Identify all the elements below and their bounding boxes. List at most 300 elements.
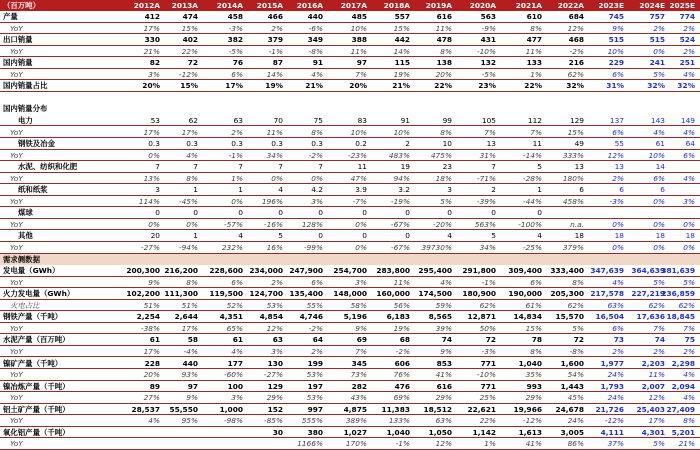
value-cell-2016A: 555% xyxy=(301,416,323,426)
value-cell-2020A: 291,800 xyxy=(462,266,496,276)
value-cell-2025E: 4% xyxy=(683,393,695,403)
value-cell-2019A: 59% xyxy=(435,300,452,310)
value-cell-2020A: -71% xyxy=(476,173,496,183)
value-cell-2014A: -98% xyxy=(223,416,243,426)
value-cell-2021A: 1,040 xyxy=(518,358,542,368)
value-cell-2019A: 99 xyxy=(442,115,452,125)
value-cell-2022A: 18 xyxy=(574,231,584,241)
value-cell-2020A: -10% xyxy=(476,370,496,380)
value-cell-2020A: 1% xyxy=(484,439,496,449)
yoy-row xyxy=(0,23,700,35)
value-cell-2015A: 16% xyxy=(266,243,283,252)
value-cell-2021A: 19,966 xyxy=(513,404,542,414)
value-cell-2022A: 62% xyxy=(567,300,584,310)
value-cell-2019A: 22% xyxy=(434,81,452,91)
value-cell-2024E: 2,007 xyxy=(641,381,665,391)
value-cell-2016A: 3% xyxy=(311,196,323,206)
row-label: 产量 xyxy=(3,12,18,21)
value-cell-2023E xyxy=(586,103,624,115)
value-cell-2023E xyxy=(586,207,624,219)
value-cell-2024E: 17% xyxy=(648,416,665,426)
value-cell-2013A: 7 xyxy=(193,162,198,172)
value-cell-2021A: 7% xyxy=(530,127,542,137)
value-cell-2017A: 43% xyxy=(350,393,367,403)
value-cell-2017A: 148,000 xyxy=(333,289,367,299)
row-label: YoY xyxy=(10,277,23,287)
value-cell-2021A: 477 xyxy=(526,35,542,45)
value-cell-2013A: -4% xyxy=(183,346,198,356)
header-year-2025E: 2025E xyxy=(669,1,695,10)
value-cell-2021A: 29% xyxy=(525,393,542,403)
value-cell-2021A: 112 xyxy=(527,115,542,125)
value-cell-2013A: 17% xyxy=(181,127,198,137)
value-cell-2017A xyxy=(329,92,367,104)
value-cell-2021A: -44% xyxy=(522,196,542,206)
value-cell-2019A: 23 xyxy=(442,162,452,172)
value-cell-2018A: 3.2 xyxy=(398,185,410,195)
value-cell-2022A: 468 xyxy=(568,35,584,45)
value-cell-2013A: 62 xyxy=(188,115,198,125)
value-cell-2024E: 2% xyxy=(653,346,665,356)
value-cell-2021A: 11 xyxy=(532,139,542,149)
value-cell-2015A: 234,000 xyxy=(249,266,283,276)
value-cell-2014A: 1,000 xyxy=(219,404,243,414)
value-cell-2023E: 4% xyxy=(612,277,624,287)
value-cell-2013A: 95% xyxy=(181,416,198,426)
value-cell-2023E: 24% xyxy=(607,393,624,403)
value-cell-2019A: 41% xyxy=(435,370,452,380)
value-cell-2018A: 11% xyxy=(393,277,410,287)
yoy-row xyxy=(0,196,700,208)
value-cell-2020A: 62% xyxy=(479,300,496,310)
value-cell-2015A: 129 xyxy=(267,381,283,391)
value-cell-2022A xyxy=(546,103,584,115)
value-cell-2018A: 19% xyxy=(393,69,410,79)
value-cell-2025E: 18,845 xyxy=(666,312,695,322)
yoy-row xyxy=(0,173,700,185)
value-cell-2018A: 19 xyxy=(400,162,410,172)
value-cell-2016A: 55% xyxy=(306,300,323,310)
value-cell-2021A: 1% xyxy=(530,69,542,79)
value-cell-2024E: 7% xyxy=(653,323,665,333)
row-label: YoY xyxy=(10,150,23,160)
value-cell-2017A: 7% xyxy=(355,346,367,356)
value-cell-2021A: 4 xyxy=(537,231,542,241)
value-cell-2017A: 0.2 xyxy=(355,139,367,149)
value-cell-2018A: 56% xyxy=(393,300,410,310)
value-cell-2024E: 12% xyxy=(648,393,665,403)
value-cell-2020A: 0 xyxy=(491,208,496,218)
value-cell-2023E: 4,111 xyxy=(600,427,624,437)
value-cell-2025E: 4% xyxy=(683,370,695,380)
value-cell-2018A xyxy=(372,92,410,104)
value-cell-2020A: 105 xyxy=(481,115,496,125)
value-cell-2024E: 4,301 xyxy=(641,427,665,437)
value-cell-2020A: -1% xyxy=(481,277,496,287)
value-cell-2016A: 0% xyxy=(311,173,323,183)
value-cell-2018A: -67% xyxy=(390,243,410,252)
row-label: YoY xyxy=(10,69,23,79)
value-cell-2024E: 18 xyxy=(655,231,665,241)
header-year-2013A: 2013A xyxy=(171,1,198,10)
table-row xyxy=(0,427,700,439)
value-cell-2023E: 0% xyxy=(612,219,624,229)
value-cell-2018A: 283,800 xyxy=(376,266,410,276)
value-cell-2020A: 7 xyxy=(491,162,496,172)
value-cell-2020A: 132 xyxy=(480,58,496,68)
value-cell-2019A: 8,565 xyxy=(428,312,452,322)
value-cell-2019A: 616 xyxy=(436,381,452,391)
value-cell-2022A: 86% xyxy=(567,439,584,449)
value-cell-2020A: 23% xyxy=(478,81,496,91)
value-cell-2023E: 10% xyxy=(607,46,624,56)
value-cell-2020A: -3% xyxy=(481,346,496,356)
value-cell-2017A xyxy=(329,103,367,115)
row-label: YoY xyxy=(10,173,23,183)
value-cell-2014A: 232% xyxy=(221,243,243,252)
value-cell-2018A: -1% xyxy=(395,439,410,449)
value-cell-2013A: 8% xyxy=(186,173,198,183)
value-cell-2012A: 0 xyxy=(155,208,160,218)
value-cell-2012A: 330 xyxy=(144,35,160,45)
value-cell-2018A: 15% xyxy=(393,23,410,33)
value-cell-2016A: -2% xyxy=(308,150,323,160)
value-cell-2013A xyxy=(160,427,198,439)
value-cell-2025E: 7% xyxy=(683,323,695,333)
value-cell-2019A: 39% xyxy=(435,323,452,333)
value-cell-2024E: 2,203 xyxy=(641,358,665,368)
table-row xyxy=(0,230,700,242)
value-cell-2025E xyxy=(657,92,695,104)
value-cell-2023E: 37% xyxy=(607,439,624,449)
value-cell-2025E: 2,094 xyxy=(671,381,695,391)
value-cell-2015A xyxy=(245,103,283,115)
value-cell-2015A: 12% xyxy=(266,323,283,333)
value-cell-2024E: 5% xyxy=(653,69,665,79)
value-cell-2019A: 18,512 xyxy=(423,404,452,414)
value-cell-2012A xyxy=(122,438,160,450)
value-cell-2022A: 5% xyxy=(572,323,584,333)
row-label: 国内销量占比 xyxy=(3,81,48,91)
row-label: 需求侧数据 xyxy=(3,254,40,264)
value-cell-2014A xyxy=(205,427,243,439)
value-cell-2016A: 997 xyxy=(307,404,323,414)
value-cell-2022A: 12% xyxy=(567,23,584,33)
value-cell-2022A: 205,300 xyxy=(550,289,584,299)
value-cell-2019A xyxy=(414,92,452,104)
value-cell-2022A: 684 xyxy=(568,12,584,21)
value-cell-2018A: -2% xyxy=(395,346,410,356)
value-cell-2012A: 20% xyxy=(142,81,160,91)
value-cell-2015A xyxy=(245,438,283,450)
value-cell-2023E: 6% xyxy=(612,323,624,333)
value-cell-2012A: 7 xyxy=(155,162,160,172)
value-cell-2019A: 11% xyxy=(435,23,452,33)
yoy-row xyxy=(0,150,700,162)
value-cell-2014A: 76 xyxy=(232,58,243,68)
value-cell-2023E: 55 xyxy=(614,139,624,149)
value-cell-2014A xyxy=(205,438,243,450)
value-cell-2013A: 58 xyxy=(187,335,198,345)
value-cell-2024E: 10% xyxy=(648,150,665,160)
value-cell-2020A: -9% xyxy=(481,23,496,33)
value-cell-2014A: 382 xyxy=(227,35,243,45)
value-cell-2017A: 9% xyxy=(355,323,367,333)
value-cell-2025E xyxy=(657,161,695,173)
value-cell-2017A: 485 xyxy=(351,12,367,21)
header-year-2023E: 2023E xyxy=(598,1,624,10)
value-cell-2022A: 24% xyxy=(567,416,584,426)
value-cell-2023E: 21,726 xyxy=(595,404,624,414)
value-cell-2023E: 13 xyxy=(614,162,624,172)
value-cell-2022A xyxy=(546,207,584,219)
value-cell-2021A: 15% xyxy=(525,323,542,333)
value-cell-2015A: 70 xyxy=(273,115,283,125)
value-cell-2025E: 6% xyxy=(683,150,695,160)
value-cell-2012A: 61 xyxy=(149,335,160,345)
value-cell-2023E: 1,977 xyxy=(600,358,624,368)
value-cell-2013A: 4% xyxy=(186,150,198,160)
value-cell-2012A: 412 xyxy=(144,12,160,21)
value-cell-2020A: 50% xyxy=(479,323,496,333)
value-cell-2014A: 1 xyxy=(238,185,243,195)
value-cell-2016A: 349 xyxy=(307,35,323,45)
value-cell-2021A: 309,400 xyxy=(508,266,542,276)
value-cell-2015A: 14% xyxy=(266,69,283,79)
value-cell-2019A: 4 xyxy=(447,231,452,241)
row-label: 火力发电量（GWh） xyxy=(3,289,75,299)
value-cell-2016A: 440 xyxy=(307,12,323,21)
value-cell-2012A: 228 xyxy=(144,358,160,368)
header-year-2021A: 2021A xyxy=(515,1,542,10)
value-cell-2016A: 0 xyxy=(318,231,323,241)
value-cell-2012A: 20 xyxy=(150,231,160,241)
value-cell-2019A xyxy=(414,254,452,266)
value-cell-2025E: 0% xyxy=(683,243,695,252)
value-cell-2015A xyxy=(245,92,283,104)
value-cell-2013A: 17% xyxy=(181,323,198,333)
value-cell-2016A: 1166% xyxy=(297,439,323,449)
value-cell-2013A: 93% xyxy=(181,370,198,380)
value-cell-2016A: 380 xyxy=(307,427,323,437)
table-row xyxy=(0,404,700,416)
value-cell-2022A: -2% xyxy=(569,46,584,56)
value-cell-2015A: 124,700 xyxy=(249,289,283,299)
value-cell-2023E: 12% xyxy=(607,150,624,160)
value-cell-2019A: 0 xyxy=(447,208,452,218)
row-label: 镍冶炼产量（千吨） xyxy=(3,381,70,391)
value-cell-2020A: 5 xyxy=(491,231,496,241)
value-cell-2021A: 0 xyxy=(537,208,542,218)
value-cell-2013A: 55,550 xyxy=(169,404,198,414)
value-cell-2013A xyxy=(160,254,198,266)
value-cell-2021A: 993 xyxy=(526,381,542,391)
table-row xyxy=(0,358,700,370)
value-cell-2014A: 4% xyxy=(231,346,243,356)
value-cell-2017A: 170% xyxy=(345,439,367,449)
value-cell-2016A: 64 xyxy=(312,335,323,345)
value-cell-2021A: -12% xyxy=(522,416,542,426)
value-cell-2014A: 61 xyxy=(232,335,243,345)
row-label: 水泥产量（百万吨） xyxy=(3,335,70,345)
value-cell-2012A: 0.3 xyxy=(148,139,160,149)
value-cell-2021A: 133 xyxy=(526,58,542,68)
value-cell-2025E: 64 xyxy=(685,139,695,149)
value-cell-2015A: 7 xyxy=(278,162,283,172)
value-cell-2016A: 199 xyxy=(307,358,323,368)
value-cell-2025E: 774 xyxy=(679,12,695,21)
value-cell-2025E: 2% xyxy=(683,46,695,56)
value-cell-2021A xyxy=(504,254,542,266)
value-cell-2017A: 7% xyxy=(355,69,367,79)
value-cell-2019A: 20% xyxy=(435,69,452,79)
value-cell-2022A: 458% xyxy=(562,196,584,206)
value-cell-2019A: 8% xyxy=(440,127,452,137)
value-cell-2016A: 135,400 xyxy=(289,289,323,299)
value-cell-2022A: 62% xyxy=(567,69,584,79)
value-cell-2012A: -38% xyxy=(140,323,160,333)
value-cell-2020A: -39% xyxy=(476,196,496,206)
value-cell-2019A: 478 xyxy=(436,35,452,45)
value-cell-2018A: 476 xyxy=(394,381,410,391)
value-cell-2021A: 1 xyxy=(537,185,542,195)
row-label: YoY xyxy=(10,127,23,137)
value-cell-2022A: 333,400 xyxy=(550,266,584,276)
yoy-row xyxy=(0,127,700,139)
value-cell-2019A: 9% xyxy=(440,346,452,356)
value-cell-2023E: 18 xyxy=(614,231,624,241)
table-row xyxy=(0,265,700,277)
value-cell-2023E: 6 xyxy=(619,185,624,195)
value-cell-2013A: 0% xyxy=(186,219,198,229)
value-cell-2016A: -6% xyxy=(308,23,323,33)
value-cell-2017A: 389% xyxy=(345,416,367,426)
value-cell-2016A: 2% xyxy=(311,346,323,356)
value-cell-2014A: 458 xyxy=(227,12,243,21)
value-cell-2014A: 100 xyxy=(227,381,243,391)
row-label: 发电量（GWh） xyxy=(3,266,60,276)
value-cell-2014A xyxy=(205,92,243,104)
value-cell-2014A: 65% xyxy=(226,323,243,333)
value-cell-2018A: 133% xyxy=(388,416,410,426)
value-cell-2016A: 128% xyxy=(301,219,323,229)
value-cell-2014A: 52% xyxy=(226,300,243,310)
value-cell-2013A xyxy=(160,92,198,104)
value-cell-2022A: 49 xyxy=(574,139,584,149)
value-cell-2012A: 51% xyxy=(143,300,160,310)
value-cell-2025E xyxy=(657,103,695,115)
value-cell-2018A: 91 xyxy=(400,115,410,125)
value-cell-2023E: 24% xyxy=(607,370,624,380)
value-cell-2016A: 6% xyxy=(311,277,323,287)
value-cell-2018A: 1,040 xyxy=(386,427,410,437)
value-cell-2025E: 2% xyxy=(683,23,695,33)
value-cell-2024E: 17,636 xyxy=(636,312,665,322)
value-cell-2014A: -1% xyxy=(228,150,243,160)
value-cell-2021A: 8% xyxy=(530,346,542,356)
value-cell-2018A xyxy=(372,103,410,115)
value-cell-2025E: 5% xyxy=(683,277,695,287)
value-cell-2012A: 0% xyxy=(148,150,160,160)
value-cell-2012A: 27% xyxy=(143,393,160,403)
value-cell-2017A: -23% xyxy=(347,150,367,160)
row-label xyxy=(3,92,121,104)
value-cell-2023E: -12% xyxy=(604,416,624,426)
row-label: YoY xyxy=(10,46,23,56)
value-cell-2013A: 0.3 xyxy=(186,139,198,149)
value-cell-2018A: 21% xyxy=(392,81,410,91)
value-cell-2017A: 10% xyxy=(350,127,367,137)
value-cell-2018A: 0 xyxy=(405,208,410,218)
value-cell-2018A: 10% xyxy=(393,127,410,137)
value-cell-2020A: 2 xyxy=(491,185,496,195)
value-cell-2015A: 29% xyxy=(266,393,283,403)
yoy-row xyxy=(0,392,700,404)
value-cell-2017A: 3.9 xyxy=(355,185,367,195)
value-cell-2018A: 606 xyxy=(394,358,410,368)
value-cell-2025E: 4% xyxy=(683,69,695,79)
value-cell-2020A: 7% xyxy=(484,127,496,137)
value-cell-2023E: 16,504 xyxy=(595,312,624,322)
value-cell-2022A: -8% xyxy=(569,346,584,356)
value-cell-2017A: 5,196 xyxy=(343,312,367,322)
value-cell-2013A: 1 xyxy=(193,185,198,195)
value-cell-2016A: 7 xyxy=(318,162,323,172)
value-cell-2013A: 111,300 xyxy=(164,289,198,299)
row-label: 钢铁产量（千吨） xyxy=(3,312,63,322)
value-cell-2019A: 475% xyxy=(430,150,452,160)
value-cell-2022A: 216 xyxy=(568,58,584,68)
value-cell-2021A: 6% xyxy=(530,277,542,287)
value-cell-2020A xyxy=(458,103,496,115)
value-cell-2014A: 0 xyxy=(238,208,243,218)
value-cell-2022A: 333% xyxy=(562,150,584,160)
yoy-row xyxy=(0,346,700,358)
header-year-2022A: 2022A xyxy=(557,1,584,10)
row-label: YoY xyxy=(10,370,23,380)
value-cell-2017A: 345 xyxy=(351,358,367,368)
value-cell-2023E: 2% xyxy=(612,346,624,356)
value-cell-2012A: 17% xyxy=(143,127,160,137)
value-cell-2025E: 18 xyxy=(685,231,695,241)
table-row xyxy=(0,381,700,393)
value-cell-2023E xyxy=(586,254,624,266)
value-cell-2016A: 4.2 xyxy=(311,185,323,195)
value-cell-2024E: 11% xyxy=(648,370,665,380)
value-cell-2014A xyxy=(205,103,243,115)
row-label: 国内销量分布 xyxy=(3,104,48,114)
value-cell-2023E: 6% xyxy=(612,69,624,79)
value-cell-2022A: 1,600 xyxy=(560,358,584,368)
header-year-2014A: 2014A xyxy=(216,1,243,10)
value-cell-2012A: 9% xyxy=(148,277,160,287)
value-cell-2019A: 1,050 xyxy=(428,427,452,437)
value-cell-2015A xyxy=(245,254,283,266)
value-cell-2022A: 72 xyxy=(573,335,584,345)
value-cell-2018A: 2 xyxy=(405,139,410,149)
value-cell-2018A: 6,183 xyxy=(386,312,410,322)
value-cell-2020A: 1,142 xyxy=(472,427,496,437)
value-cell-2015A: 19% xyxy=(265,81,283,91)
value-cell-2012A: 53 xyxy=(150,115,160,125)
value-cell-2012A: 2,254 xyxy=(136,312,160,322)
value-cell-2022A xyxy=(546,92,584,104)
value-cell-2017A: 254,700 xyxy=(333,266,367,276)
header-year-2012A: 2012A xyxy=(133,1,160,10)
value-cell-2025E: 32% xyxy=(677,81,695,91)
value-cell-2022A: 32% xyxy=(566,81,584,91)
value-cell-2014A: 0.3 xyxy=(231,139,243,149)
